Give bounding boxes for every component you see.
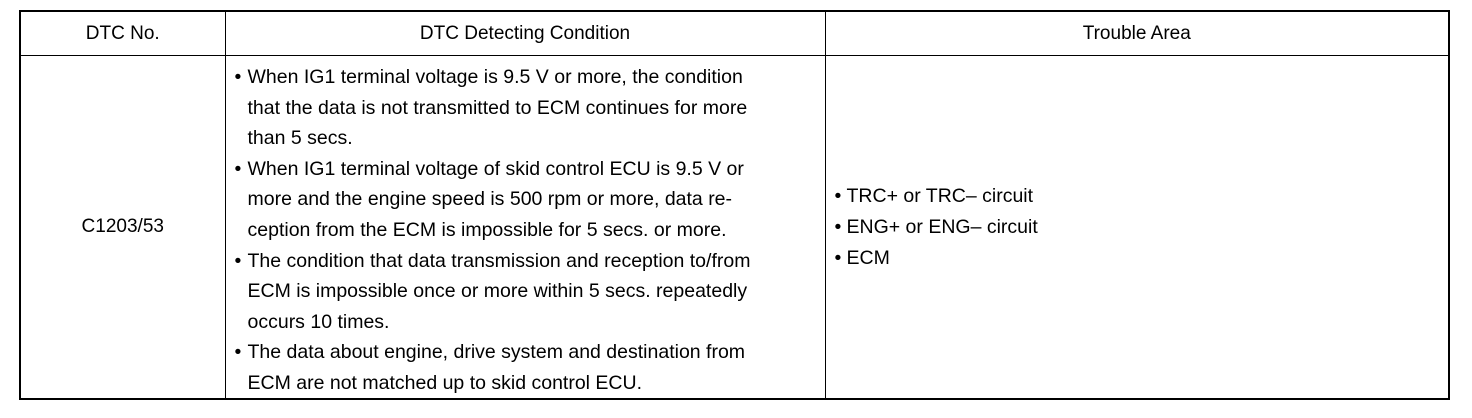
trouble-area-text: ENG+ or ENG– circuit bbox=[846, 215, 1038, 238]
condition-item bbox=[226, 62, 825, 154]
trouble-area-text: TRC+ or TRC– circuit bbox=[846, 185, 1034, 208]
dtc-table bbox=[21, 12, 1448, 399]
detecting-condition-cell bbox=[225, 56, 825, 399]
trouble-area-text: ECM bbox=[846, 246, 890, 269]
condition-text: The data about engine, drive system and destination from ECM are not matched up to skid control ECU. bbox=[247, 341, 746, 394]
condition-list bbox=[226, 62, 825, 399]
condition-text: When IG1 terminal voltage of skid control ECU is 9.5 V or more and the engine speed is 500 rpm or more, data re- ception from the ECM is impossible for 5 secs. or more. bbox=[247, 157, 744, 241]
trouble-area-list bbox=[834, 181, 1449, 273]
header-dtc-no: DTC No. bbox=[21, 12, 225, 56]
trouble-area-item bbox=[834, 243, 1449, 274]
trouble-area-item bbox=[834, 181, 1449, 212]
condition-text: When IG1 terminal voltage is 9.5 V or more, the condition that the data is not transmitted to ECM continues for more than 5 secs. bbox=[247, 66, 748, 150]
bullet-glyph: • bbox=[234, 157, 242, 180]
header-row bbox=[21, 12, 1448, 56]
bullet-glyph: • bbox=[234, 341, 242, 364]
condition-item bbox=[226, 246, 825, 338]
bullet-glyph: • bbox=[834, 215, 842, 238]
header-trouble-area: Trouble Area bbox=[825, 12, 1448, 56]
bullet-glyph: • bbox=[234, 66, 242, 88]
bullet-glyph: • bbox=[834, 246, 842, 269]
bullet-glyph: • bbox=[234, 249, 242, 272]
condition-item bbox=[226, 337, 825, 398]
header-detecting-condition: DTC Detecting Condition bbox=[225, 12, 825, 56]
condition-item bbox=[226, 154, 825, 246]
condition-text: The condition that data transmission and reception to/from ECM is impossible once or more within 5 secs. repeatedly occurs 10 times. bbox=[247, 249, 751, 333]
trouble-area-item bbox=[834, 212, 1449, 243]
dtc-code-cell: C1203/53 bbox=[21, 56, 225, 399]
table-row bbox=[21, 56, 1448, 399]
dtc-table-frame bbox=[19, 10, 1450, 400]
trouble-area-cell bbox=[825, 56, 1448, 399]
bullet-glyph: • bbox=[834, 185, 842, 208]
